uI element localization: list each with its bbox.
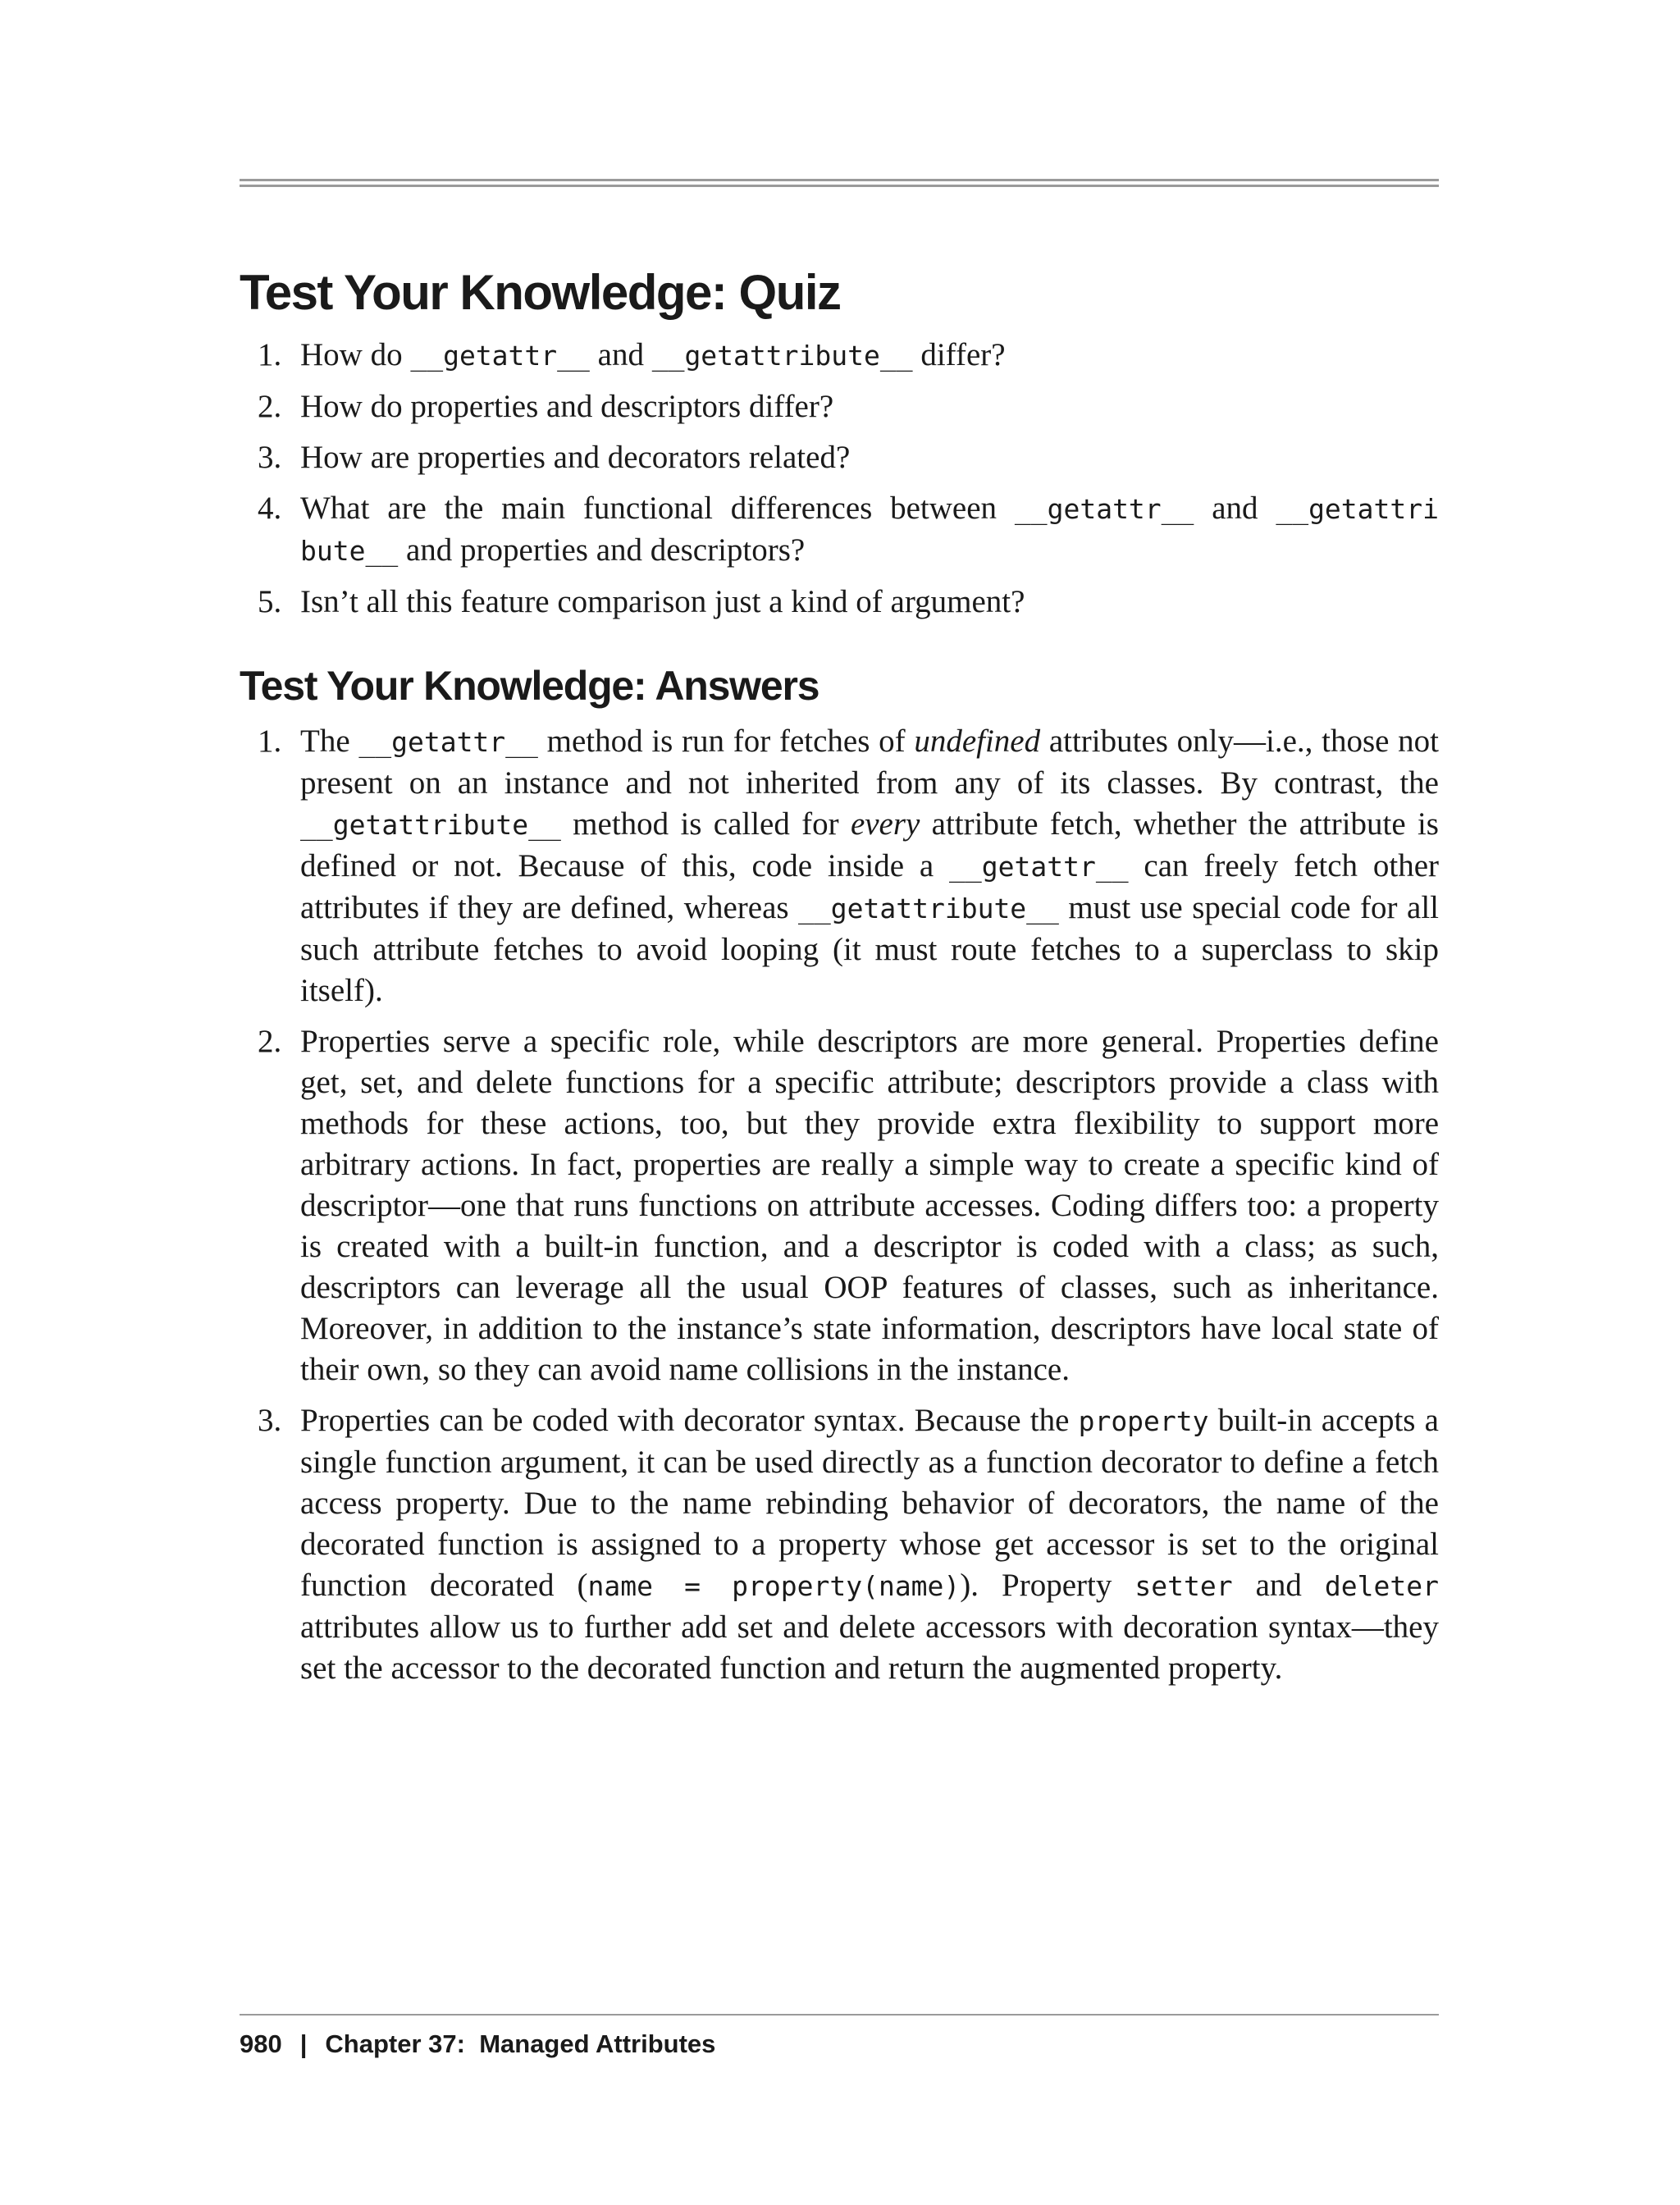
text: Isn’t all this feature comparison just a kind of argument?	[300, 584, 1025, 619]
text: and	[1194, 491, 1276, 526]
page-number: 980	[240, 2029, 282, 2058]
page-content	[240, 261, 1439, 1699]
text: method is run for fetches of	[537, 724, 915, 759]
text: differ?	[912, 337, 1006, 372]
item-number: 2.	[258, 389, 282, 424]
text: attribute fetch, whether the attribute is defined or not. Because of this, code inside a	[300, 806, 1439, 883]
page-footer	[240, 2028, 715, 2061]
top-rule	[240, 179, 1439, 187]
item-number: 1.	[258, 337, 282, 372]
code-setter: setter	[1134, 1570, 1233, 1602]
chapter-title: Chapter 37: Managed Attributes	[325, 2029, 716, 2058]
code-property: property	[1078, 1405, 1209, 1437]
emphasis: undefined	[914, 724, 1041, 759]
answers-list	[240, 721, 1439, 1689]
quiz-item	[240, 582, 1439, 623]
answer-item	[240, 1400, 1439, 1689]
code-getattribute: __getattri bute__	[300, 493, 1440, 567]
text: and properties and descriptors?	[398, 532, 806, 568]
text: and	[1232, 1568, 1325, 1603]
quiz-item	[240, 437, 1439, 478]
text: Properties serve a specific role, while descriptors are more general. Properties define get, set, and delete functions for a specific attribute; descriptors provide a class with methods for these actions, too, but they provide extra flexibility to support more arbitrary actions. In fact, properties are really a simple way to create a specific kind of descriptor—one that runs functions on attribute accesses. Coding differs too: a property is created with a built-in function, and a descriptor is coded with a class; as such, descriptors can leverage all the usual OOP features of classes, such as inheritance. Moreover, in addition to the instance’s state information, descriptors have local state of their own, so they can avoid name collisions in the instance.	[300, 1024, 1439, 1387]
text: Properties can be coded with decorator syntax. Because the	[300, 1403, 1079, 1438]
answer-item	[240, 721, 1439, 1011]
item-number: 1.	[258, 724, 282, 759]
text: built-in accepts a single function argument, it can be used directly as a function decorator to define a fetch access property. Due to the name rebinding behavior of decorators, the name of the decorated function is assigned to a property whose get accessor is set to the original function decorated (	[300, 1403, 1439, 1603]
code-property-call: name = property(name)	[587, 1570, 961, 1602]
quiz-list	[240, 335, 1439, 623]
text: How do	[300, 337, 411, 372]
text: method is called for	[560, 806, 851, 842]
answer-item	[240, 1021, 1439, 1390]
text: The	[300, 724, 359, 759]
text: ). Property	[960, 1568, 1135, 1603]
quiz-item	[240, 335, 1439, 377]
item-number: 4.	[258, 491, 282, 526]
answers-heading: Test Your Knowledge: Answers	[240, 663, 819, 709]
code-deleter: deleter	[1324, 1570, 1439, 1602]
text: How are properties and decorators related?	[300, 440, 851, 475]
item-number: 3.	[258, 440, 282, 475]
quiz-heading: Test Your Knowledge: Quiz	[240, 265, 841, 320]
footer-rule	[240, 2014, 1439, 2016]
emphasis: every	[850, 806, 920, 842]
quiz-item	[240, 488, 1439, 572]
text: must use special code for all such attribute fetches to avoid looping (it must route fetches to a superclass to skip itself).	[300, 890, 1439, 1008]
code-getattribute: __getattribute__	[798, 892, 1059, 924]
text: How do properties and descriptors differ?	[300, 389, 834, 424]
code-getattribute: __getattribute__	[300, 809, 561, 841]
text: What are the main functional differences between	[300, 491, 1015, 526]
quiz-item	[240, 386, 1439, 427]
code-getattribute: __getattribute__	[651, 340, 913, 372]
footer-separator: |	[299, 2029, 308, 2058]
code-getattr: __getattr__	[410, 340, 590, 372]
code-getattr: __getattr__	[1014, 493, 1194, 525]
code-getattr: __getattr__	[949, 851, 1129, 883]
item-number: 2.	[258, 1024, 282, 1059]
text: can freely fetch other attributes if they are defined, whereas	[300, 848, 1439, 925]
text: attributes only—i.e., those not present on an instance and not inherited from any of its classes. By contrast, the	[300, 724, 1439, 801]
text: and	[589, 337, 652, 372]
item-number: 3.	[258, 1403, 282, 1438]
text: attributes allow us to further add set and delete accessors with decoration syntax—they set the accessor to the decorated function and return the augmented property.	[300, 1609, 1439, 1686]
item-number: 5.	[258, 584, 282, 619]
code-getattr: __getattr__	[358, 726, 538, 758]
